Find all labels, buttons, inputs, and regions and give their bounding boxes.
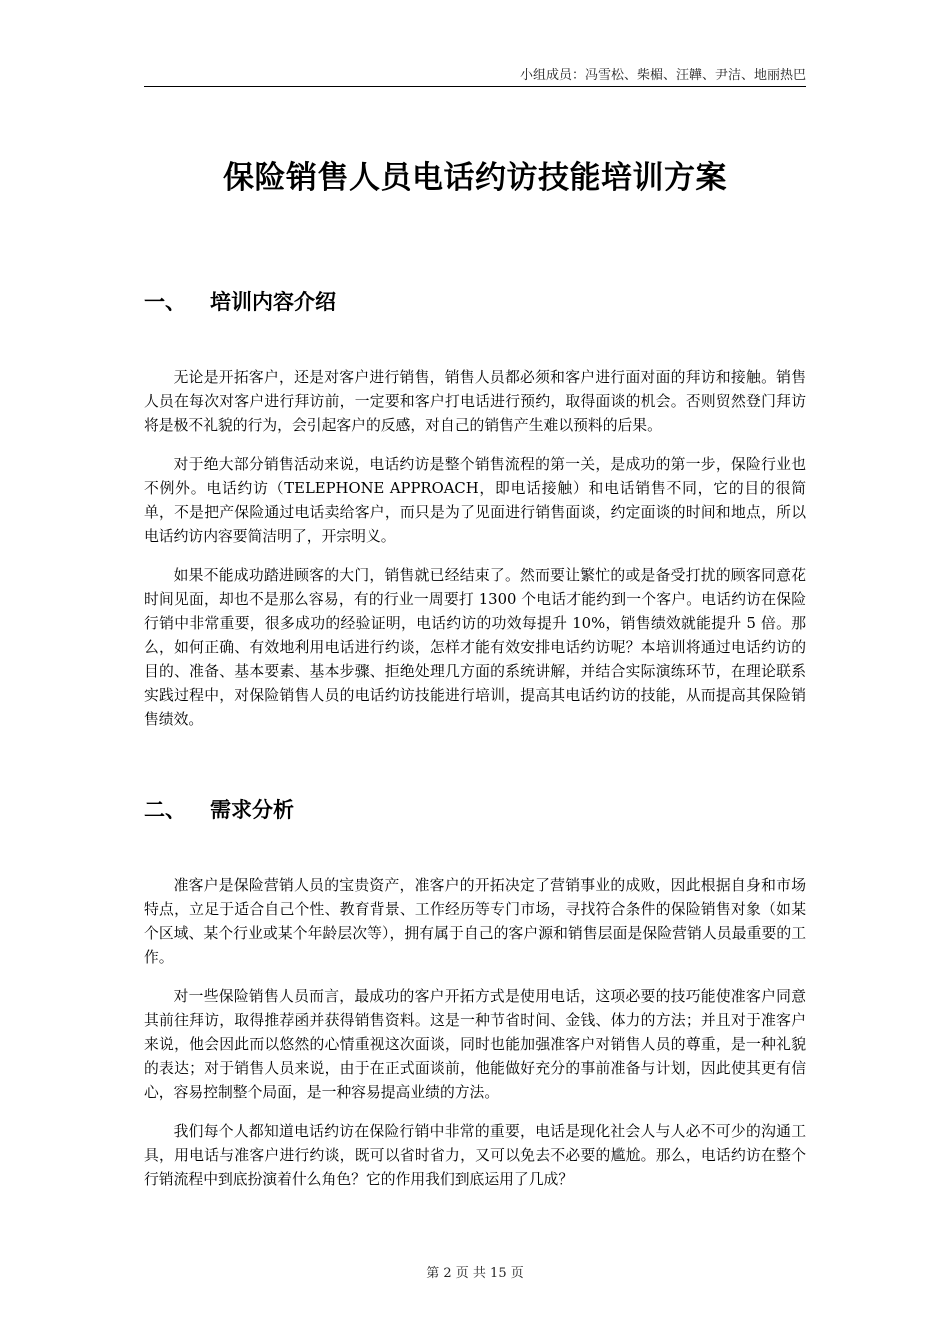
paragraph: 无论是开拓客户，还是对客户进行销售，销售人员都必须和客户进行面对面的拜访和接触。销售人员在每次对客户进行拜访前，一定要和客户打电话进行预约，取得面谈的机会。否则贸然登门拜访将是极不礼貌的行为，会引起客户的反感，对自己的销售产生难以预料的后果。 [144, 369, 806, 434]
paragraph: 准客户是保险营销人员的宝贵资产，准客户的开拓决定了营销事业的成败，因此根据自身和市场特点，立足于适合自己个性、教育背景、工作经历等专门市场，寻找符合条件的保险销售对象（如某个区域、某个行业或某个年龄层次等），拥有属于自己的客户源和销售层面是保险营销人员最重要的工作。 [144, 877, 806, 966]
header-rule [144, 86, 806, 87]
section-body-1 [144, 366, 806, 747]
paragraph: 对一些保险销售人员而言，最成功的客户开拓方式是使用电话，这项必要的技巧能使准客户同意其前往拜访，取得推荐函并获得销售资料。这是一种节省时间、金钱、体力的方法；并且对于准客户来说，他会因此而以悠然的心情重视这次面谈，同时也能加强准客户对销售人员的尊重，是一种礼貌的表达；对于销售人员来说，由于在正式面谈前，他能做好充分的事前准备与计划，因此使其更有信心，容易控制整个局面，是一种容易提高业绩的方法。 [144, 988, 806, 1101]
section-heading-2 [144, 795, 294, 825]
document-title: 保险销售人员电话约访技能培训方案 [223, 160, 727, 196]
section-number-1: 一、 [144, 290, 186, 314]
section-number-2: 二、 [144, 798, 186, 822]
section-title-1: 培训内容介绍 [210, 290, 336, 314]
page-number: 第 2 页 共 15 页 [426, 1266, 524, 1281]
section-heading-1 [144, 287, 336, 317]
section-body-2 [144, 874, 806, 1207]
section-title-2: 需求分析 [210, 798, 294, 822]
paragraph: 如果不能成功踏进顾客的大门，销售就已经结束了。然而要让繁忙的或是备受打扰的顾客同意花时间见面，却也不是那么容易，有的行业一周要打 1300 个电话才能约到一个客户。电话约访在保险行销中非常重要，很多成功的经验证明，电话约访的功效每提升 10%，销售绩效就能提升 5 倍。那么，如何正确、有效地利用电话进行约谈，怎样才能有效安排电话约访呢？本培训将通过电话约访的目的、准备、基本要素、基本步骤、拒绝处理几方面的系统讲解，并结合实际演练环节，在理论联系实践过程中，对保险销售人员的电话约访技能进行培训，提高其电话约访的技能，从而提高其保险销售绩效。 [144, 567, 806, 728]
paragraph: 对于绝大部分销售活动来说，电话约访是整个销售流程的第一关，是成功的第一步，保险行业也不例外。电话约访（TELEPHONE APPROACH，即电话接触）和电话销售不同，它的目的很简单，不是把产保险通过电话卖给客户，而只是为了见面进行销售面谈，约定面谈的时间和地点，所以电话约访内容要简洁明了，开宗明义。 [144, 456, 806, 545]
paragraph: 我们每个人都知道电话约访在保险行销中非常的重要，电话是现化社会人与人必不可少的沟通工具，用电话与准客户进行约谈，既可以省时省力，又可以免去不必要的尴尬。那么，电话约访在整个行销流程中到底扮演着什么角色？它的作用我们到底运用了几成？ [144, 1123, 806, 1188]
header-members: 小组成员：冯雪松、柴楣、汪韡、尹洁、地丽热巴 [519, 68, 806, 83]
